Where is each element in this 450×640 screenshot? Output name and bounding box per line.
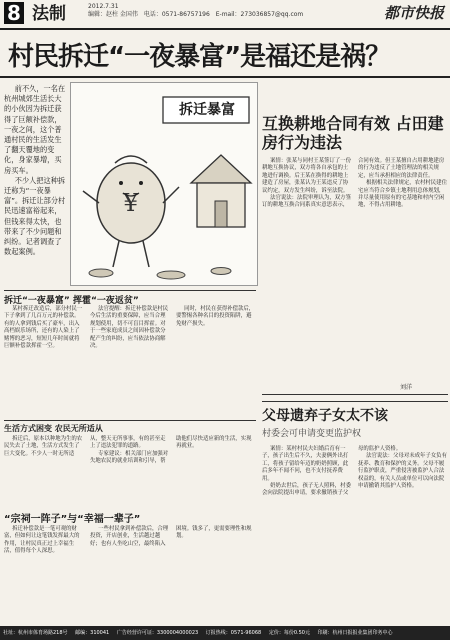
story-paragraph: 一些村民拿到补偿款后，合理投资，开店创业，生活越过越好；也有人坐吃山空，最终陷入困境。钱多了，更需要理性和规划。 [90, 526, 252, 547]
section-divider [262, 394, 448, 402]
footer-item: 定价：每份0.50元 [268, 630, 310, 636]
story-paragraph: 法官说法：法院审理认为，双方签订的耕地互换合同系真实意思表示，合同有效。但王某擅自占用耕地建房的行为违反了土地管理法的相关规定，应当承担相应的法律责任。 [262, 158, 445, 209]
story2-headline: 父母遗弃子女太不该 [262, 408, 388, 424]
story-paragraph: 专家建议：相关部门应加强对失地农民的就业培训和引导，帮助他们尽快适应新的生活，实现再就业。 [90, 436, 252, 465]
story2-subheadline: 村委会可申请变更监护权 [262, 429, 362, 439]
lead-paragraph: 前不久，一名在杭州城郊生活长大的小伙因为拆迁获得了巨额补偿款，一夜之间，这个普通村民的生活发生了翻天覆地的变化，身家暴增，买房买车。 [4, 84, 66, 175]
issue-date: 2012.7.31 [88, 3, 119, 10]
bottom-subheading: “宗祠一阵子”与“幸福一辈子” [4, 514, 141, 525]
story-paragraph: 拆迁补偿款是一笔可观的财富，但如何让这笔钱发挥最大的作用，让村民真正过上幸福生活，值得每个人深思。 [4, 526, 80, 555]
story-paragraph: 法官说法：父母对未成年子女负有抚养、教育和保护的义务。父母不履行监护职责，严重侵害被监护人合法权益的，有关人员或单位可以向法院申请撤销其监护人资格。 [358, 453, 447, 490]
paper-logo: 都市快报 [383, 4, 444, 22]
email-address: E-mail：273036857@qq.com [215, 11, 304, 18]
main-headline: 村民拆迁“一夜暴富”是福还是祸？ [8, 42, 391, 72]
story-paragraph: 某村拆迁改造后，部分村民一下子拿到了几百万元的补偿款。有的人拿到钱后买了豪车，出入高档娱乐场所，还有的人染上了赌博的恶习，短短几年时间就将巨额补偿款挥霍一空。 [4, 306, 83, 350]
low-subheading: 生活方式困变 农民无所适从 [4, 420, 256, 434]
footer-item: 邮编：310041 [75, 630, 110, 636]
story-paragraph: 法官提醒：拆迁补偿款是村民今后生活的重要保障，应当合理规划使用，切不可盲目挥霍。对于一些家庭成员之间因补偿款分配产生的纠纷，应当依法协商解决。 [90, 306, 169, 350]
editor-credit: 编辑：赵柱 金国伟 [88, 11, 138, 18]
footer-item: 社址：杭州市体育场路218号 [3, 630, 68, 636]
mid-subheading: 拆迁“一夜暴富” 挥霍“一夜返贫” [4, 290, 256, 306]
masthead [0, 0, 450, 30]
story-paragraph: 案情：某村村民夫妇婚后育有一子，孩子出生后不久，夫妻俩外出打工，将孩子留给年迈的奶奶照顾，此后多年不闻不问，也不支付抚养费用。 [262, 446, 349, 482]
low-body [4, 436, 256, 466]
story-body [262, 158, 448, 210]
bottom-body [4, 526, 256, 556]
mid-body [4, 306, 256, 350]
story2-body [262, 446, 448, 498]
footer-item: 订报热线：0571-96068 [205, 630, 262, 636]
illustration-title: 拆迁暴富 [179, 102, 235, 118]
lead-paragraph: 不少人把这种拆迁称为“一夜暴富”。拆迁让部分村民迅速富裕起来，但钱来得太快，也带来了不少问题和纠纷。记者调查了数起案例。 [4, 175, 66, 257]
story-paragraph: 根据相关法律规定，农村村民建住宅应当符合乡镇土地利用总体规划，并尽量使用原有的宅基地和村内空闲地，不得占用耕地。 [358, 180, 447, 209]
section-title: 法制 [32, 4, 66, 24]
author-signature: 刘洋 [400, 384, 413, 391]
masthead-meta [88, 3, 307, 19]
phone-number: 电话：0571-86757196 [143, 11, 210, 18]
footer-item: 广告经营许可证：3300004000023 [116, 630, 199, 636]
story-paragraph: 奶奶去世后，孩子无人照料，村委会向法院提出申请，要求撤销孩子父母的监护人资格。 [262, 446, 402, 497]
headline-rule [0, 76, 450, 78]
svg-text:¥: ¥ [123, 189, 139, 217]
page-number: 8 [4, 2, 24, 24]
story-headline: 互换耕地合同有效 占田建房行为违法 [262, 114, 444, 152]
footer-item: 印刷：杭州日报报业集团印务中心 [317, 630, 393, 636]
story-paragraph: 同时，村民在获得补偿款后，要警惕各种名目的投资陷阱，避免财产损失。 [176, 306, 255, 327]
lead-column [4, 84, 66, 257]
cartoon-illustration [70, 82, 258, 286]
story-paragraph: 拆迁后，原本以种地为生的农民失去了土地，生活方式发生了巨大变化。不少人一时无所适从，整天无所事事，有的甚至走上了违法犯罪的道路。 [4, 436, 166, 457]
page-footer [0, 626, 450, 640]
story-paragraph: 案情：张某与同村王某签订了一份耕地互换协议，双方将各自承包的土地进行调换。后王某在换得的耕地上建造了房屋，张某认为王某违反了协议约定，双方发生纠纷，诉至法院。 [262, 158, 351, 194]
